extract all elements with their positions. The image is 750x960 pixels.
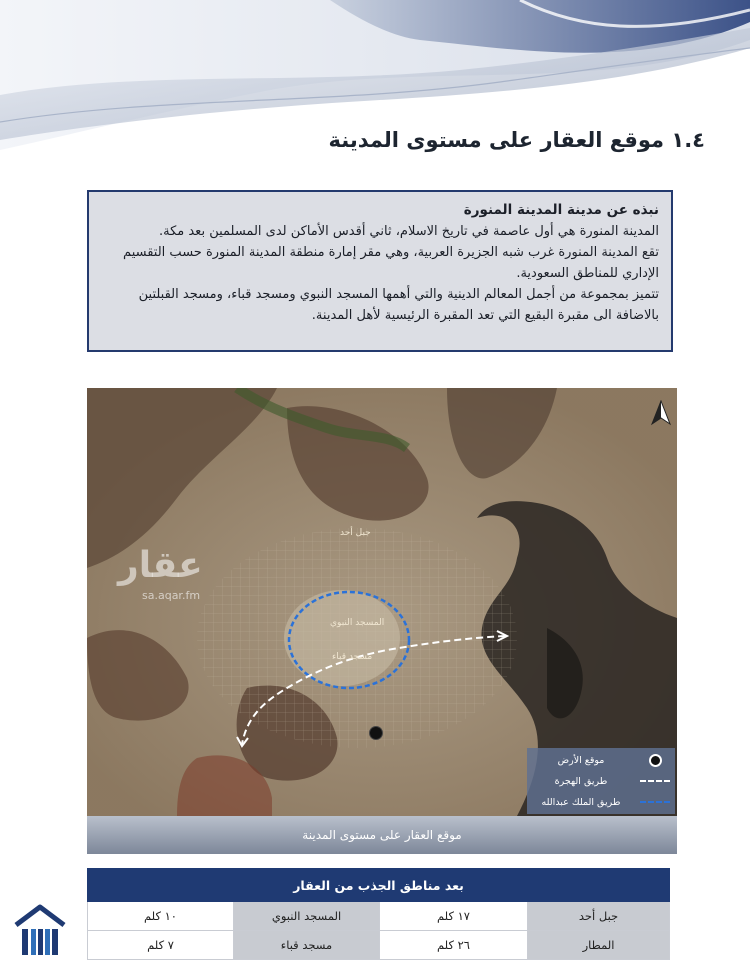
distance-cell: ٧ كلم [88, 931, 234, 960]
legend-label-hijra-road: طريق الهجرة [554, 775, 608, 787]
about-paragraph-2: تقع المدينة المنورة غرب شبه الجزيرة العربية، وهي مقر إمارة منطقة المدينة المنورة حسب التقسيم الإداري للمناطق السعودية. [123, 245, 659, 281]
company-logo-icon [10, 903, 70, 957]
distances-table [87, 868, 670, 960]
distance-cell: ٢٦ كلم [380, 931, 528, 960]
map-legend [527, 748, 675, 814]
site-dot-icon [649, 754, 662, 767]
about-city-box [87, 190, 673, 352]
legend-label-site: موقع الأرض [557, 754, 605, 766]
legend-row-king-abdullah [527, 792, 675, 812]
map-caption: موقع العقار على مستوى المدينة [302, 828, 462, 842]
site-location-marker [369, 726, 383, 740]
legend-label-king-abdullah-road: طريق الملك عبدالله [541, 796, 621, 808]
place-name-cell: مسجد قباء [234, 931, 380, 960]
north-arrow-icon [650, 400, 672, 426]
about-paragraph-1: المدينة المنورة هي أول عاصمة في تاريخ الاسلام، ثاني أقدس الأماكن لدى المسلمين بعد مكة. [158, 224, 659, 239]
map-label-uhud: جبل أحد [340, 528, 371, 538]
dashed-line-blue-icon [640, 801, 670, 803]
aqar-watermark-url: sa.aqar.fm [142, 589, 201, 602]
distances-table-header: بعد مناطق الجذب من العقار [88, 869, 670, 902]
distance-cell: ١٠ كلم [88, 902, 234, 931]
map-caption-bar [87, 816, 677, 854]
legend-row-site [527, 750, 675, 770]
table-row [88, 902, 670, 931]
map-label-nabawi: المسجد النبوي [330, 618, 385, 628]
map-label-quba: مسجد قباء [332, 652, 373, 662]
place-name-cell: المطار [528, 931, 670, 960]
aqar-watermark: عقار [118, 545, 203, 586]
section-title: ١.٤ موقع العقار على مستوى المدينة [328, 128, 705, 152]
place-name-cell: المسجد النبوي [234, 902, 380, 931]
legend-row-hijra [527, 771, 675, 791]
about-heading: نبذه عن مدينة المدينة المنورة [463, 202, 659, 218]
about-paragraph-3: تتميز بمجموعة من أجمل المعالم الدينية والتي أهمها المسجد النبوي ومسجد قباء، ومسجد القبلتين بالاضافة الى مقبرة البقيع التي تعد المقبرة الرئيسية لأهل المدينة. [138, 287, 659, 323]
dashed-line-white-icon [640, 780, 670, 782]
distance-cell: ١٧ كلم [380, 902, 528, 931]
table-row [88, 931, 670, 960]
place-name-cell: جبل أحد [528, 902, 670, 931]
